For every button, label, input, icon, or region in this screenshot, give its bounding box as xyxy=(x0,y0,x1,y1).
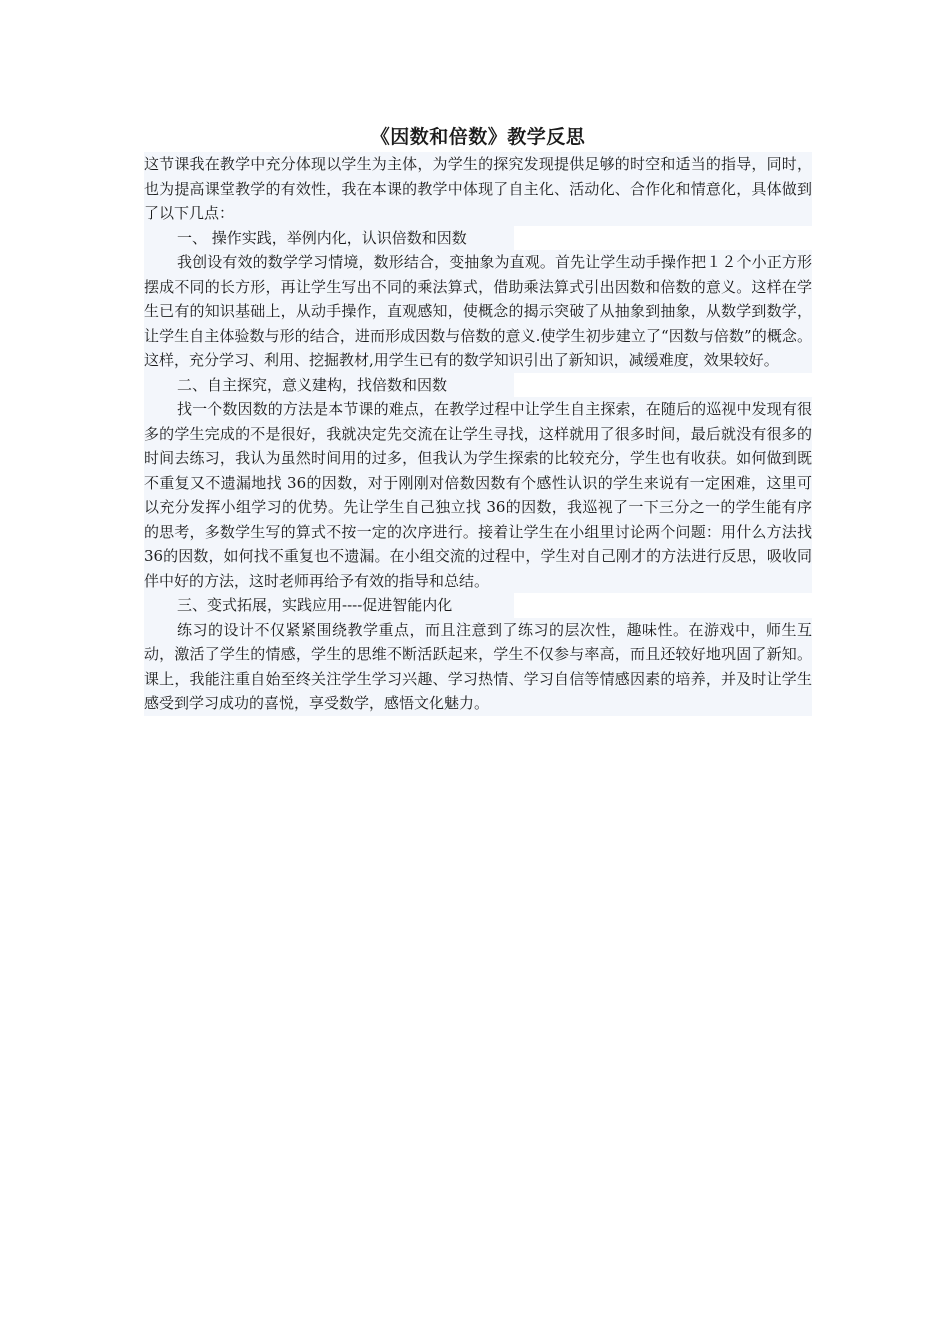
section-heading-2: 二、自主探究，意义建构，找倍数和因数 xyxy=(144,373,514,398)
section-body-3: 练习的设计不仅紧紧围绕教学重点，而且注意到了练习的层次性，趣味性。在游戏中，师生互动，激活了学生的情感，学生的思维不断活跃起来，学生不仅参与率高，而且还较好地巩固了新知。课上，我能注重自始至终关注学生学习兴趣、学习热情、学习自信等情感因素的培养，并及时让学生感受到学习成功的喜悦，享受数学，感悟文化魅力。 xyxy=(144,618,812,716)
section-body-2: 找一个数因数的方法是本节课的难点，在教学过程中让学生自主探索，在随后的巡视中发现有很多的学生完成的不是很好，我就决定先交流在让学生寻找，这样就用了很多时间，最后就没有很多的时间去练习，我认为虽然时间用的过多，但我认为学生探索的比较充分，学生也有收获。如何做到既不重复又不遗漏地找 36的因数，对于刚刚对倍数因数有个感性认识的学生来说有一定困难，这里可以充分发挥小组学习的优势。先让学生自己独立找 36的因数，我巡视了一下三分之一的学生能有序的思考，多数学生写的算式不按一定的次序进行。接着让学生在小组里讨论两个问题：用什么方法找36的因数，如何找不重复也不遗漏。在小组交流的过程中，学生对自己刚才的方法进行反思，吸收同伴中好的方法，这时老师再给予有效的指导和总结。 xyxy=(144,397,812,593)
section-body-1: 我创设有效的数学学习情境，数形结合，变抽象为直观。首先让学生动手操作把１２个小正方形摆成不同的长方形，再让学生写出不同的乘法算式，借助乘法算式引出因数和倍数的意义。这样在学生已有的知识基础上，从动手操作，直观感知，使概念的揭示突破了从抽象到抽象，从数学到数学，让学生自主体验数与形的结合，进而形成因数与倍数的意义.使学生初步建立了“因数与倍数”的概念。 这样，充分学习、利用、挖掘教材,用学生已有的数学知识引出了新知识，减缓难度，效果较好。 xyxy=(144,250,812,373)
intro-paragraph: 这节课我在教学中充分体现以学生为主体，为学生的探究发现提供足够的时空和适当的指导，同时，也为提高课堂教学的有效性，我在本课的教学中体现了自主化、活动化、合作化和情意化，具体做到了以下几点： xyxy=(144,152,812,226)
document-body xyxy=(144,122,812,716)
section-heading-1: 一、 操作实践，举例内化，认识倍数和因数 xyxy=(144,226,514,251)
section-heading-3: 三、变式拓展，实践应用----促进智能内化 xyxy=(144,593,514,618)
page-title: 《因数和倍数》教学反思 xyxy=(370,126,586,148)
